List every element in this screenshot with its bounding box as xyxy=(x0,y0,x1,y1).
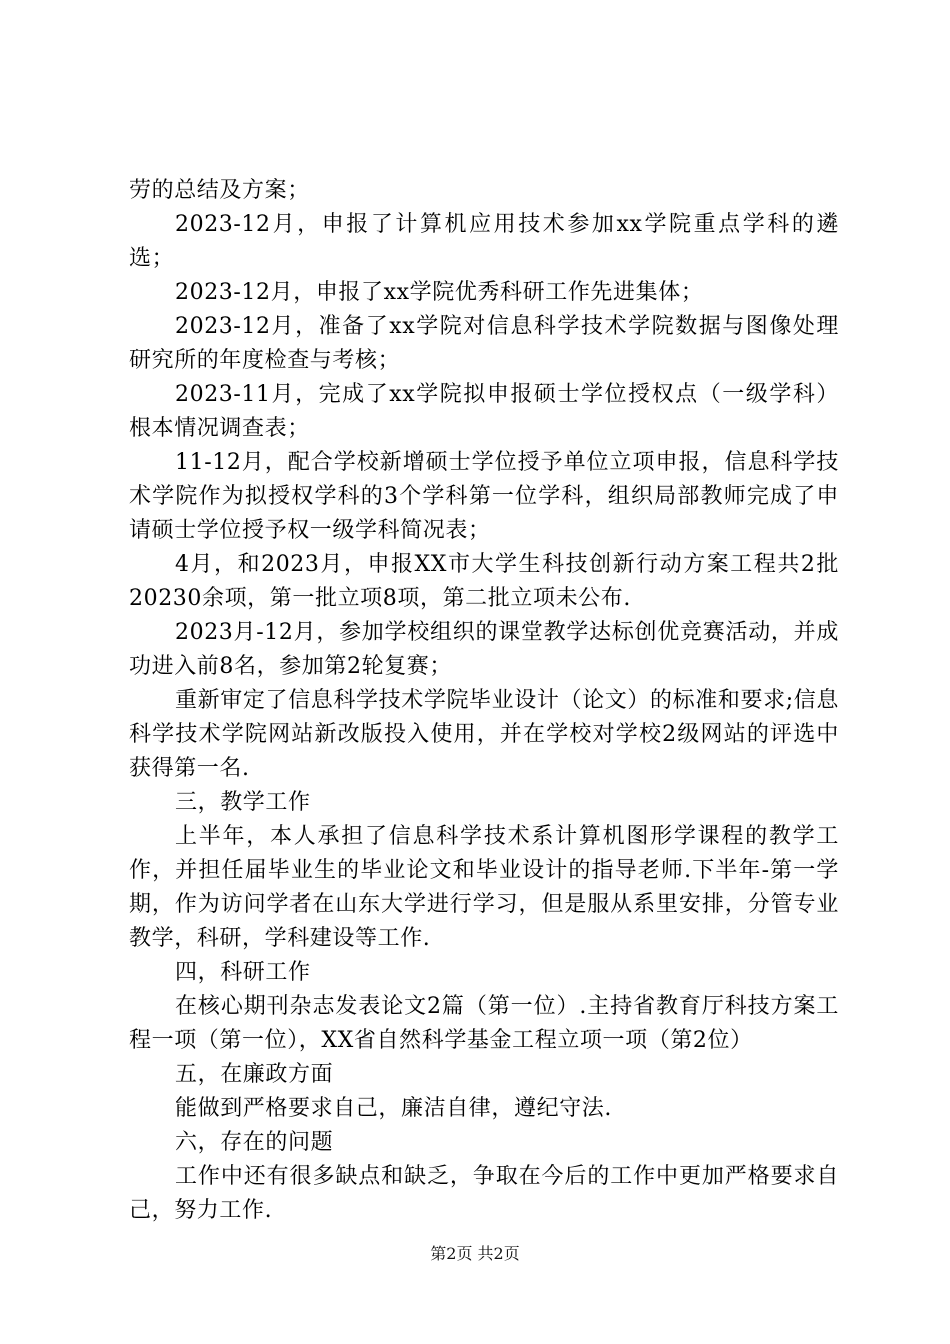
paragraph-item: 工作中还有很多缺点和缺乏，争取在今后的工作中更加严格要求自己，努力工作. xyxy=(129,1164,839,1223)
section-heading-integrity: 五，在廉政方面 xyxy=(175,1062,334,1087)
paragraph-continuation: 劳的总结及方案； xyxy=(129,178,310,203)
section-heading-teaching: 三，教学工作 xyxy=(175,790,311,815)
paragraph-item: 在核心期刊杂志发表论文2篇（第一位）.主持省教育厅科技方案工程一项（第一位），XX省自然科学基金工程立项一项（第2位） xyxy=(129,994,839,1053)
paragraph-item: 2023-12月，申报了计算机应用技术参加xx学院重点学科的遴选； xyxy=(129,212,839,271)
paragraph-item: 4月，和2023月，申报XX市大学生科技创新行动方案工程共2批20230余项，第一批立项8项，第二批立项未公布. xyxy=(129,552,839,611)
paragraph-item: 2023-12月，申报了xx学院优秀科研工作先进集体； xyxy=(175,280,704,305)
paragraph-item: 能做到严格要求自己，廉洁自律，遵纪守法. xyxy=(175,1096,612,1121)
section-heading-problems: 六，存在的问题 xyxy=(175,1130,334,1155)
page-number-footer: 第2页 共2页 xyxy=(430,1244,520,1263)
paragraph-item: 2023月-12月，参加学校组织的课堂教学达标创优竞赛活动，并成功进入前8名，参加第2轮复赛； xyxy=(129,620,839,679)
paragraph-item: 上半年，本人承担了信息科学技术系计算机图形学课程的教学工作，并担任届毕业生的毕业论文和毕业设计的指导老师.下半年-第一学期，作为访问学者在山东大学进行学习，但是服从系里安排，分管专业教学，科研，学科建设等工作. xyxy=(129,824,839,951)
paragraph-item: 2023-12月，准备了xx学院对信息科学技术学院数据与图像处理研究所的年度检查与考核； xyxy=(129,314,839,373)
document-body xyxy=(129,174,839,1228)
paragraph-item: 重新审定了信息科学技术学院毕业设计（论文）的标准和要求;信息科学技术学院网站新改版投入使用，并在学校对学校2级网站的评选中获得第一名. xyxy=(129,688,839,781)
paragraph-item: 2023-11月，完成了xx学院拟申报硕士学位授权点（一级学科）根本情况调查表； xyxy=(129,382,839,441)
paragraph-item: 11-12月，配合学校新增硕士学位授予单位立项申报，信息科学技术学院作为拟授权学科的3个学科第一位学科，组织局部教师完成了申请硕士学位授予权一级学科简况表； xyxy=(129,450,839,543)
section-heading-research: 四，科研工作 xyxy=(175,960,311,985)
